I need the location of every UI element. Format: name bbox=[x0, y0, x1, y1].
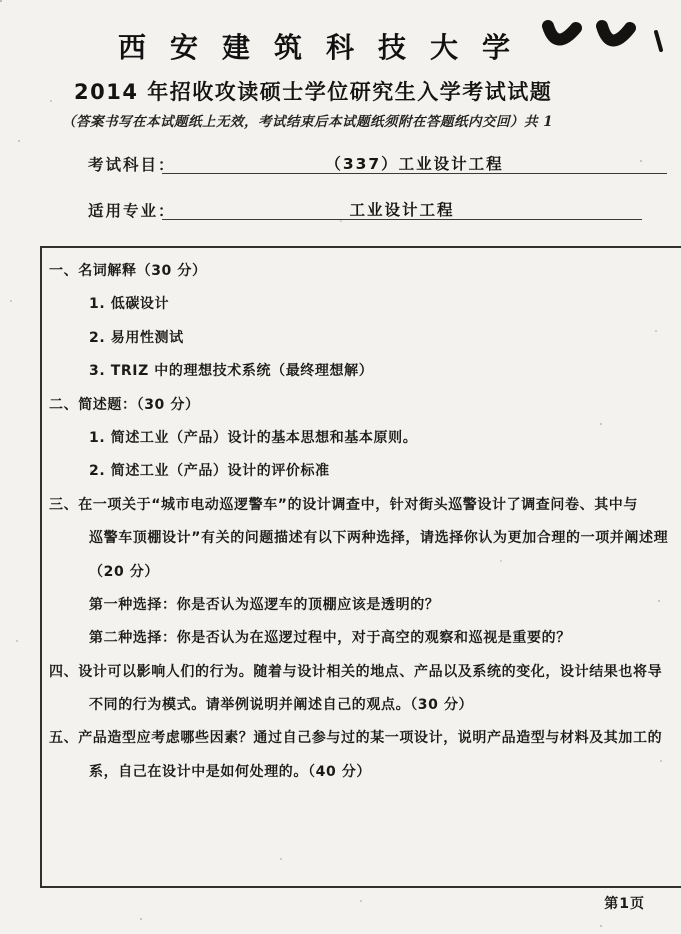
handwritten-marks-icon bbox=[540, 6, 680, 66]
applicable-major-value: 工业设计工程 bbox=[162, 198, 642, 220]
question-line: 2. 简述工业（产品）设计的评价标准 bbox=[89, 463, 330, 480]
question-line: 系，自己在设计中是如何处理的。（40 分） bbox=[89, 763, 371, 780]
question-line: 1. 低碳设计 bbox=[89, 296, 170, 313]
exam-notice: （答案书写在本试题纸上无效，考试结束后本试题纸须附在答题纸内交回）共 1 bbox=[62, 114, 554, 130]
question-line: 2. 易用性测试 bbox=[89, 329, 184, 346]
question-line: 巡警车顶棚设计”有关的问题描述有以下两种选择，请选择你认为更加合理的一项并阐述理 bbox=[89, 530, 669, 547]
question-line: 二、简述题：（30 分） bbox=[49, 396, 200, 413]
question-line: 3. TRIZ 中的理想技术系统（最终理想解） bbox=[89, 363, 374, 380]
question-lines bbox=[42, 248, 681, 789]
scan-speckles bbox=[0, 0, 2, 2]
question-line: 三、在一项关于“城市电动巡逻警车”的设计调查中，针对街头巡警设计了调查问卷、其中与 bbox=[49, 496, 638, 513]
question-line: 第二种选择：你是否认为在巡逻过程中，对于高空的观察和巡视是重要的？ bbox=[89, 630, 571, 647]
question-line: 四、设计可以影响人们的行为。随着与设计相关的地点、产品以及系统的变化，设计结果也将导 bbox=[49, 663, 663, 680]
university-title: 西安建筑科技大学 bbox=[118, 31, 535, 64]
exam-subject-label: 考试科目： bbox=[88, 156, 176, 174]
page-number: 第1页 bbox=[604, 896, 645, 912]
question-line: 1. 简述工业（产品）设计的基本思想和基本原则。 bbox=[89, 429, 418, 446]
question-line: 五、产品造型应考虑哪些因素？通过自己参与过的某一项设计，说明产品造型与材料及其加工的 bbox=[49, 730, 663, 747]
question-line: 不同的行为模式。请举例说明并阐述自己的观点。（30 分） bbox=[89, 697, 474, 714]
exam-subject-value: （337）工业设计工程 bbox=[162, 152, 667, 174]
exam-title: 2014 年招收攻读硕士学位研究生入学考试试题 bbox=[74, 80, 553, 104]
question-area-box bbox=[40, 246, 681, 888]
applicable-major-label: 适用专业： bbox=[88, 202, 176, 220]
question-line: （20 分） bbox=[89, 563, 159, 580]
question-line: 第一种选择：你是否认为巡逻车的顶棚应该是透明的？ bbox=[89, 596, 440, 613]
question-line: 一、名词解释（30 分） bbox=[49, 263, 207, 279]
